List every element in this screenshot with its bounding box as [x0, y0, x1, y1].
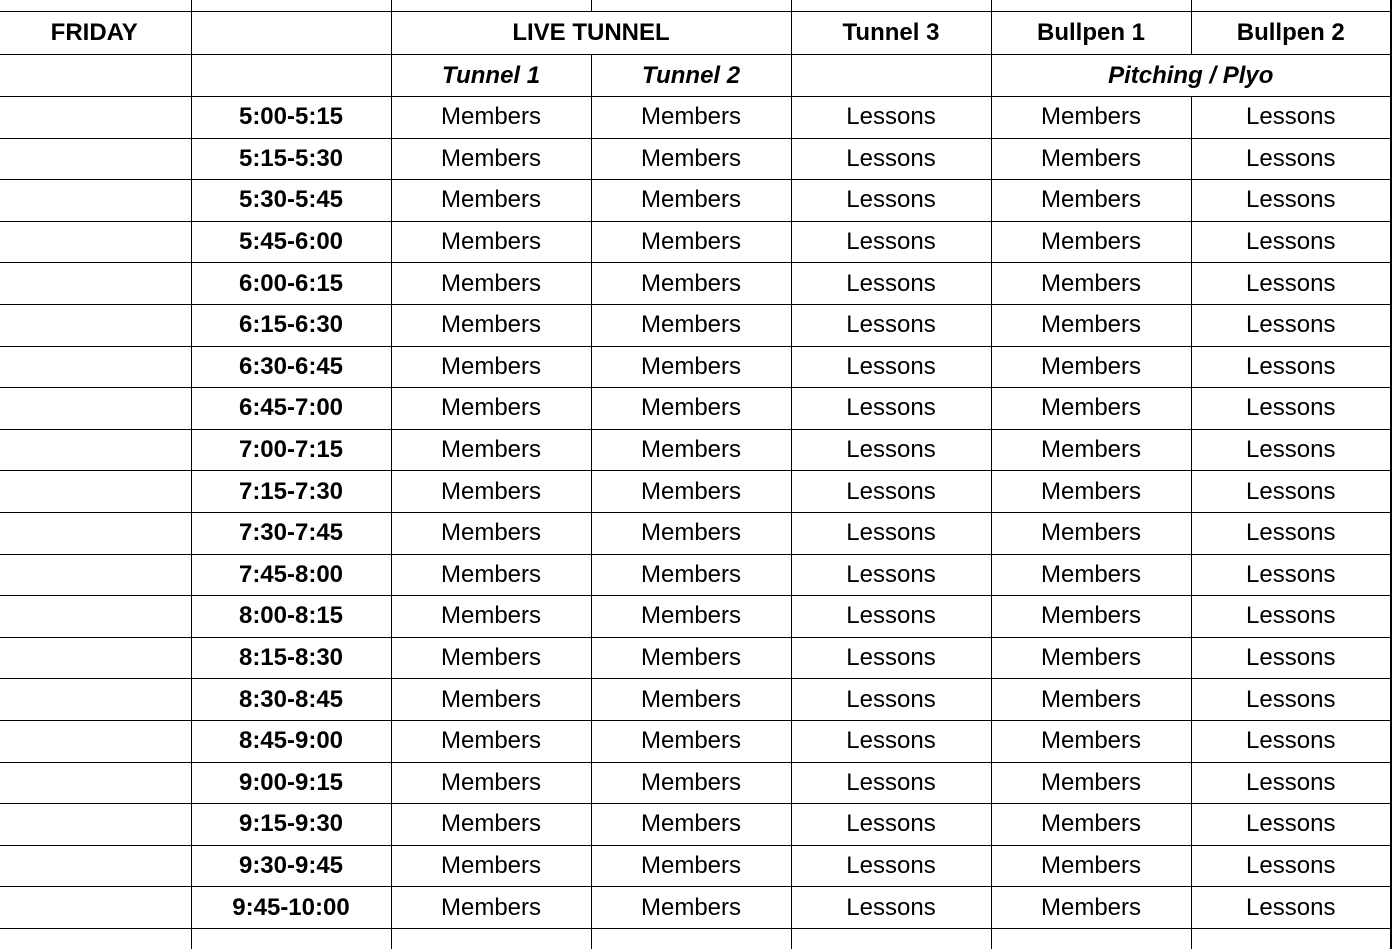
day-column-blank [0, 429, 191, 471]
header-row [0, 12, 1391, 55]
bullpen-1-cell: Members [991, 512, 1191, 554]
day-column-blank [0, 221, 191, 263]
bullpen-1-cell: Members [991, 346, 1191, 388]
stub-cell [0, 0, 191, 12]
time-slot-cell: 8:30-8:45 [191, 679, 391, 721]
tunnel-1-cell: Members [391, 804, 591, 846]
bullpen-1-cell: Members [991, 887, 1191, 929]
bullpen-2-cell: Lessons [1191, 263, 1391, 305]
day-label: FRIDAY [0, 12, 191, 55]
tunnel-2-cell: Members [591, 512, 791, 554]
time-slot-cell: 7:15-7:30 [191, 471, 391, 513]
stub-cell [391, 928, 591, 949]
tunnel-2-cell: Members [591, 429, 791, 471]
tunnel-2-cell: Members [591, 263, 791, 305]
bullpen-1-cell: Members [991, 304, 1191, 346]
tunnel-1-cell: Members [391, 97, 591, 139]
tunnel-1-cell: Members [391, 720, 591, 762]
tunnel-1-cell: Members [391, 429, 591, 471]
bullpen-2-cell: Lessons [1191, 887, 1391, 929]
tunnel-3-cell: Lessons [791, 804, 991, 846]
tunnel-3-cell: Lessons [791, 263, 991, 305]
live-tunnel-header: LIVE TUNNEL [391, 12, 791, 55]
bullpen-1-cell: Members [991, 554, 1191, 596]
tunnel-2-cell: Members [591, 762, 791, 804]
table-row [0, 762, 1391, 804]
bullpen-1-cell: Members [991, 679, 1191, 721]
time-slot-cell: 8:45-9:00 [191, 720, 391, 762]
stub-cell [791, 928, 991, 949]
stub-cell [191, 928, 391, 949]
tunnel-1-cell: Members [391, 471, 591, 513]
stub-cell [1191, 928, 1391, 949]
table-row [0, 138, 1391, 180]
bullpen-1-cell: Members [991, 263, 1191, 305]
day-column-blank [0, 804, 191, 846]
tunnel-2-cell: Members [591, 720, 791, 762]
tunnel-1-cell: Members [391, 346, 591, 388]
bullpen-1-cell: Members [991, 762, 1191, 804]
tunnel-3-cell: Lessons [791, 346, 991, 388]
bullpen-1-header: Bullpen 1 [991, 12, 1191, 55]
table-row [0, 471, 1391, 513]
day-column-blank [0, 720, 191, 762]
table-row [0, 804, 1391, 846]
stub-cell [1191, 0, 1391, 12]
table-row [0, 596, 1391, 638]
table-row [0, 845, 1391, 887]
table-row [0, 180, 1391, 222]
time-slot-cell: 5:00-5:15 [191, 97, 391, 139]
bullpen-2-cell: Lessons [1191, 596, 1391, 638]
time-slot-cell: 9:00-9:15 [191, 762, 391, 804]
day-column-blank [0, 637, 191, 679]
tunnel-1-cell: Members [391, 762, 591, 804]
day-column-blank [0, 679, 191, 721]
day-sub-blank [0, 55, 191, 97]
tunnel-3-cell: Lessons [791, 845, 991, 887]
bullpen-2-cell: Lessons [1191, 97, 1391, 139]
tunnel-1-cell: Members [391, 138, 591, 180]
day-column-blank [0, 471, 191, 513]
tunnel-2-cell: Members [591, 804, 791, 846]
tunnel-1-cell: Members [391, 596, 591, 638]
time-slot-cell: 9:30-9:45 [191, 845, 391, 887]
bullpen-2-cell: Lessons [1191, 388, 1391, 430]
tunnel-2-cell: Members [591, 887, 791, 929]
tunnel-2-cell: Members [591, 388, 791, 430]
bullpen-2-cell: Lessons [1191, 304, 1391, 346]
table-row [0, 554, 1391, 596]
bullpen-1-cell: Members [991, 221, 1191, 263]
tunnel-3-cell: Lessons [791, 637, 991, 679]
time-slot-cell: 7:45-8:00 [191, 554, 391, 596]
bullpen-1-cell: Members [991, 845, 1191, 887]
tunnel-3-cell: Lessons [791, 679, 991, 721]
bullpen-2-cell: Lessons [1191, 762, 1391, 804]
bullpen-2-cell: Lessons [1191, 637, 1391, 679]
day-column-blank [0, 887, 191, 929]
table-row [0, 512, 1391, 554]
time-slot-cell: 6:00-6:15 [191, 263, 391, 305]
tunnel-2-cell: Members [591, 637, 791, 679]
subheader-row [0, 55, 1391, 97]
table-row [0, 388, 1391, 430]
tunnel-1-cell: Members [391, 679, 591, 721]
tunnel-3-cell: Lessons [791, 180, 991, 222]
bullpen-2-cell: Lessons [1191, 512, 1391, 554]
table-row [0, 304, 1391, 346]
bullpen-2-cell: Lessons [1191, 720, 1391, 762]
tunnel-1-cell: Members [391, 554, 591, 596]
time-slot-cell: 6:15-6:30 [191, 304, 391, 346]
bullpen-2-cell: Lessons [1191, 138, 1391, 180]
bullpen-1-cell: Members [991, 180, 1191, 222]
tunnel-2-subheader: Tunnel 2 [591, 55, 791, 97]
day-column-blank [0, 845, 191, 887]
top-stub-row [0, 0, 1391, 12]
tunnel-1-subheader: Tunnel 1 [391, 55, 591, 97]
table-row [0, 637, 1391, 679]
tunnel-2-cell: Members [591, 845, 791, 887]
tunnel-3-cell: Lessons [791, 720, 991, 762]
stub-cell [591, 928, 791, 949]
time-header-blank [191, 12, 391, 55]
tunnel-1-cell: Members [391, 180, 591, 222]
bullpen-2-cell: Lessons [1191, 471, 1391, 513]
time-slot-cell: 8:15-8:30 [191, 637, 391, 679]
table-row [0, 97, 1391, 139]
time-slot-cell: 9:45-10:00 [191, 887, 391, 929]
tunnel-2-cell: Members [591, 471, 791, 513]
bullpen-1-cell: Members [991, 429, 1191, 471]
stub-cell [591, 0, 791, 12]
bullpen-1-cell: Members [991, 388, 1191, 430]
tunnel-3-sub-blank [791, 55, 991, 97]
time-slot-cell: 8:00-8:15 [191, 596, 391, 638]
day-column-blank [0, 263, 191, 305]
bullpen-2-cell: Lessons [1191, 679, 1391, 721]
tunnel-3-cell: Lessons [791, 471, 991, 513]
table-row [0, 429, 1391, 471]
bullpen-2-cell: Lessons [1191, 346, 1391, 388]
tunnel-3-cell: Lessons [791, 304, 991, 346]
bullpen-1-cell: Members [991, 97, 1191, 139]
table-row [0, 679, 1391, 721]
bullpen-2-cell: Lessons [1191, 804, 1391, 846]
bullpen-1-cell: Members [991, 720, 1191, 762]
tunnel-1-cell: Members [391, 845, 591, 887]
table-row [0, 720, 1391, 762]
table-row [0, 263, 1391, 305]
time-slot-cell: 6:30-6:45 [191, 346, 391, 388]
day-column-blank [0, 596, 191, 638]
tunnel-3-cell: Lessons [791, 512, 991, 554]
bullpen-1-cell: Members [991, 804, 1191, 846]
tunnel-1-cell: Members [391, 637, 591, 679]
pitching-plyo-subheader: Pitching / Plyo [991, 55, 1391, 97]
tunnel-2-cell: Members [591, 221, 791, 263]
tunnel-1-cell: Members [391, 221, 591, 263]
tunnel-1-cell: Members [391, 304, 591, 346]
table-row [0, 221, 1391, 263]
bullpen-2-cell: Lessons [1191, 429, 1391, 471]
day-column-blank [0, 97, 191, 139]
stub-cell [191, 0, 391, 12]
day-column-blank [0, 346, 191, 388]
tunnel-3-header: Tunnel 3 [791, 12, 991, 55]
tunnel-2-cell: Members [591, 180, 791, 222]
tunnel-2-cell: Members [591, 596, 791, 638]
time-slot-cell: 5:15-5:30 [191, 138, 391, 180]
tunnel-3-cell: Lessons [791, 596, 991, 638]
tunnel-3-cell: Lessons [791, 221, 991, 263]
table-row [0, 346, 1391, 388]
bullpen-2-cell: Lessons [1191, 845, 1391, 887]
tunnel-3-cell: Lessons [791, 554, 991, 596]
tunnel-1-cell: Members [391, 512, 591, 554]
stub-cell [991, 0, 1191, 12]
time-slot-cell: 7:00-7:15 [191, 429, 391, 471]
stub-cell [991, 928, 1191, 949]
bullpen-1-cell: Members [991, 596, 1191, 638]
day-column-blank [0, 180, 191, 222]
tunnel-1-cell: Members [391, 263, 591, 305]
stub-cell [791, 0, 991, 12]
tunnel-3-cell: Lessons [791, 138, 991, 180]
time-slot-cell: 6:45-7:00 [191, 388, 391, 430]
tunnel-1-cell: Members [391, 388, 591, 430]
tunnel-2-cell: Members [591, 346, 791, 388]
time-sub-blank [191, 55, 391, 97]
tunnel-2-cell: Members [591, 554, 791, 596]
bullpen-2-cell: Lessons [1191, 180, 1391, 222]
day-column-blank [0, 554, 191, 596]
bullpen-1-cell: Members [991, 471, 1191, 513]
bullpen-2-cell: Lessons [1191, 221, 1391, 263]
day-column-blank [0, 138, 191, 180]
time-slot-cell: 9:15-9:30 [191, 804, 391, 846]
tunnel-2-cell: Members [591, 97, 791, 139]
tunnel-3-cell: Lessons [791, 887, 991, 929]
day-column-blank [0, 512, 191, 554]
time-slot-cell: 7:30-7:45 [191, 512, 391, 554]
tunnel-3-cell: Lessons [791, 429, 991, 471]
tunnel-3-cell: Lessons [791, 388, 991, 430]
bullpen-1-cell: Members [991, 138, 1191, 180]
day-column-blank [0, 304, 191, 346]
stub-cell [391, 0, 591, 12]
bullpen-1-cell: Members [991, 637, 1191, 679]
stub-cell [0, 928, 191, 949]
tunnel-1-cell: Members [391, 887, 591, 929]
bottom-stub-row [0, 928, 1391, 949]
day-column-blank [0, 388, 191, 430]
tunnel-2-cell: Members [591, 304, 791, 346]
tunnel-3-cell: Lessons [791, 762, 991, 804]
tunnel-2-cell: Members [591, 138, 791, 180]
day-column-blank [0, 762, 191, 804]
table-row [0, 887, 1391, 929]
time-slot-cell: 5:45-6:00 [191, 221, 391, 263]
time-slot-cell: 5:30-5:45 [191, 180, 391, 222]
tunnel-3-cell: Lessons [791, 97, 991, 139]
bullpen-2-cell: Lessons [1191, 554, 1391, 596]
tunnel-2-cell: Members [591, 679, 791, 721]
bullpen-2-header: Bullpen 2 [1191, 12, 1391, 55]
